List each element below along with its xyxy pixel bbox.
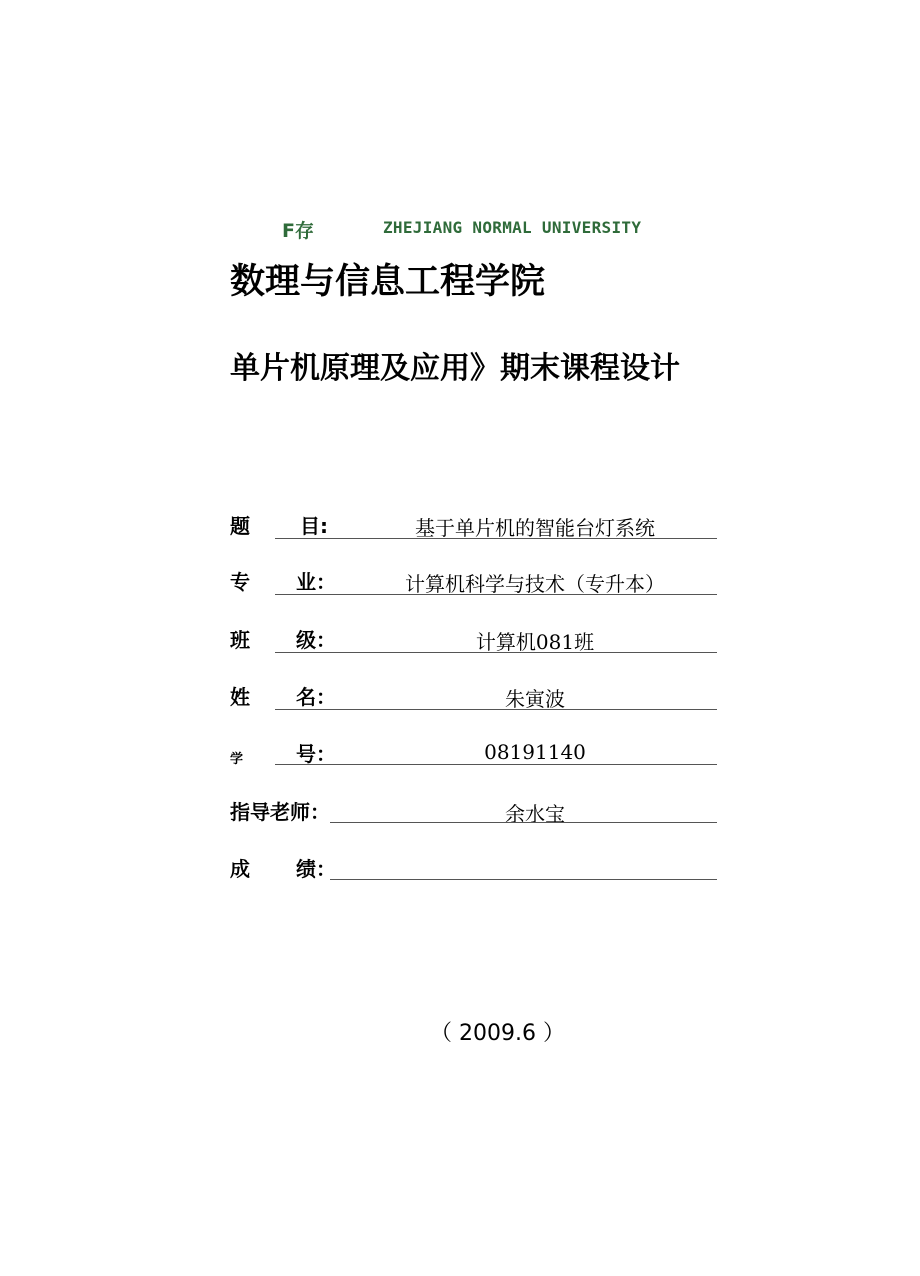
field-row-topic bbox=[0, 510, 920, 550]
field-label-grade-a: 成 bbox=[230, 857, 250, 881]
field-underline bbox=[275, 709, 717, 710]
field-label-class-b: 级： bbox=[296, 628, 336, 652]
field-row-student-id bbox=[0, 738, 920, 778]
course-title: 单片机原理及应用》期末课程设计 bbox=[230, 351, 680, 386]
field-value-name: 朱寅波 bbox=[505, 687, 565, 711]
university-name-en: ZHEJIANG NORMAL UNIVERSITY bbox=[383, 218, 642, 237]
field-underline bbox=[330, 879, 717, 880]
field-row-name bbox=[0, 681, 920, 721]
field-row-advisor bbox=[0, 796, 920, 836]
field-underline bbox=[330, 822, 717, 823]
field-label-advisor: 指导老师： bbox=[230, 800, 330, 824]
university-header bbox=[0, 216, 920, 244]
field-underline bbox=[275, 764, 717, 765]
field-label-grade-b: 绩： bbox=[296, 857, 336, 881]
field-value-advisor: 余水宝 bbox=[505, 802, 565, 826]
field-label-id-a: 学 bbox=[230, 752, 244, 767]
field-underline bbox=[275, 652, 717, 653]
field-label-name-b: 名： bbox=[296, 685, 336, 709]
field-label-major-b: 业： bbox=[296, 570, 336, 594]
field-value-topic: 基于单片机的智能台灯系统 bbox=[415, 516, 655, 540]
field-row-major bbox=[0, 566, 920, 606]
field-row-grade bbox=[0, 853, 920, 893]
field-underline bbox=[275, 594, 717, 595]
field-underline bbox=[275, 538, 717, 539]
field-row-class bbox=[0, 624, 920, 664]
university-name-cn: F存 bbox=[282, 220, 314, 242]
field-label-class-a: 班 bbox=[230, 628, 250, 652]
field-value-class: 计算机081班 bbox=[475, 630, 595, 654]
college-title: 数理与信息工程学院 bbox=[230, 262, 546, 302]
field-label-topic-a: 题 bbox=[230, 514, 250, 538]
date-line: （ 2009.6 ） bbox=[430, 1021, 565, 1046]
field-value-student-id: 08191140 bbox=[484, 740, 586, 764]
field-value-major: 计算机科学与技术（专升本） bbox=[405, 572, 665, 596]
field-label-name-a: 姓 bbox=[230, 685, 250, 709]
field-label-id-b: 号： bbox=[296, 742, 336, 766]
field-label-major-a: 专 bbox=[230, 570, 250, 594]
field-label-topic-b: 目: bbox=[300, 514, 328, 538]
